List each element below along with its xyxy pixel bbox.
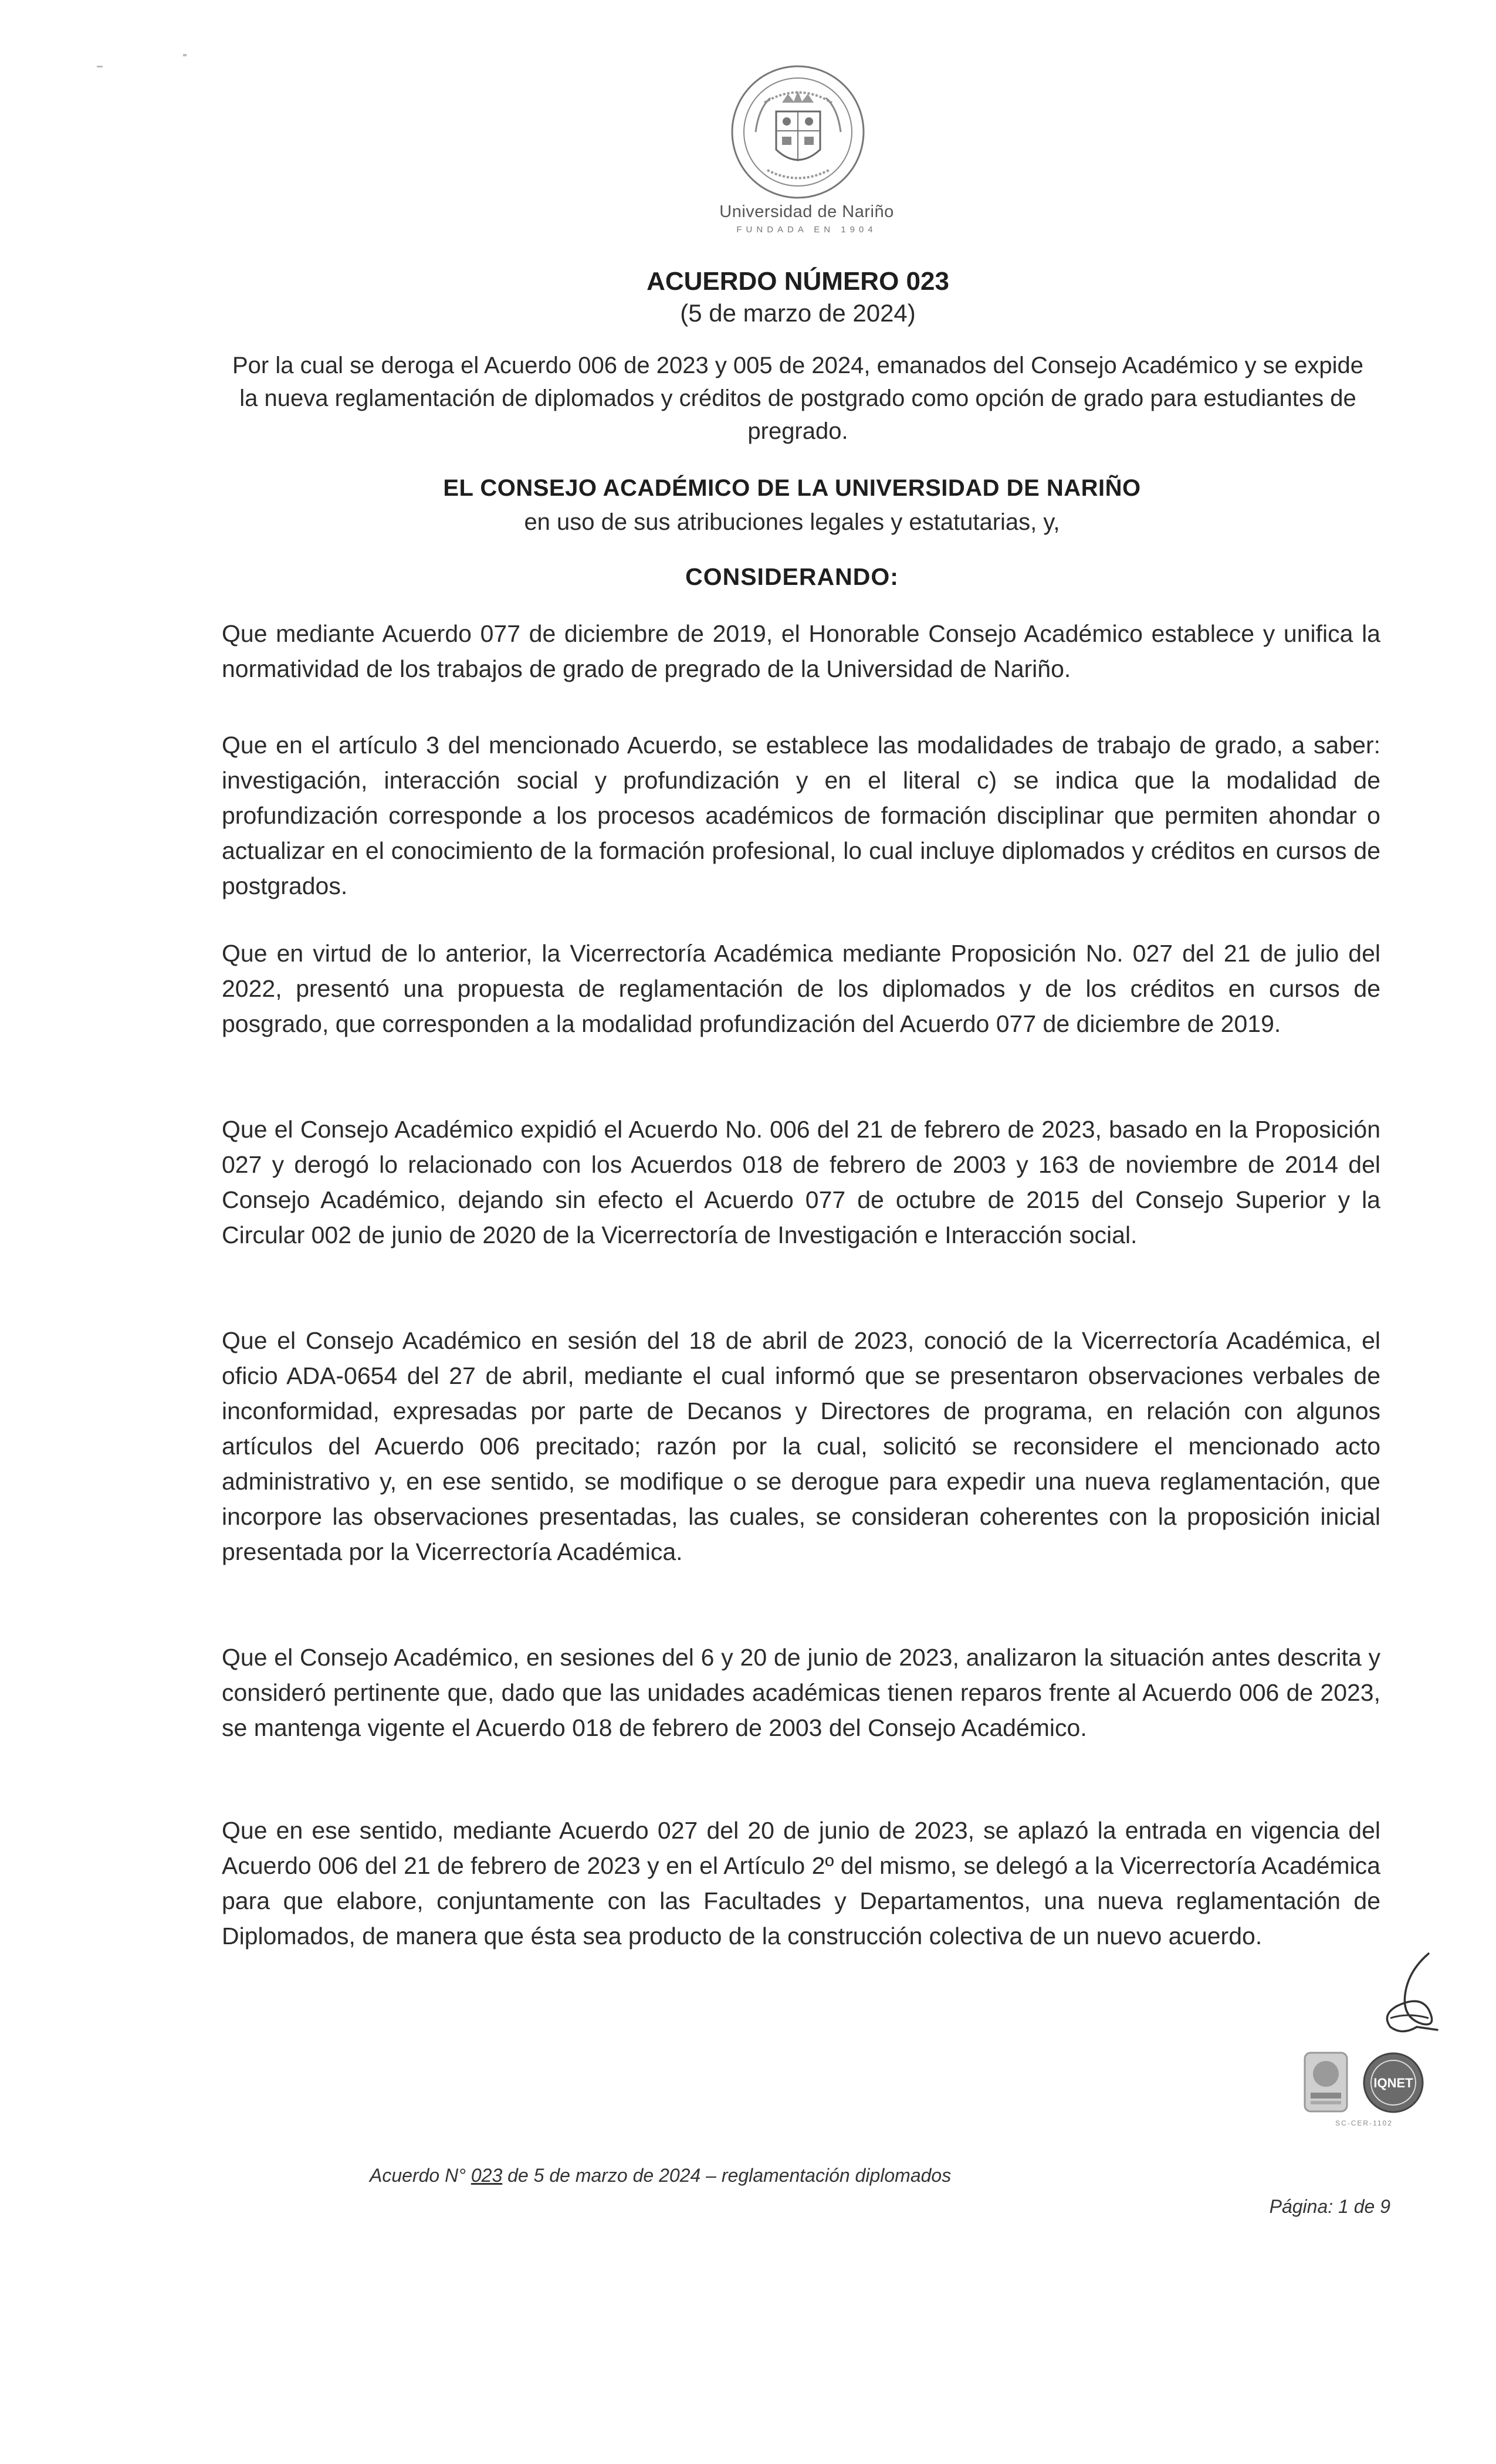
- page-label: Página:: [1269, 2196, 1333, 2217]
- considerando-paragraph: Que mediante Acuerdo 077 de diciembre de 2019, el Honorable Consejo Académico establece y unifica la normatividad de los trabajos de grado de pregrado de la Universidad de Nariño.: [222, 620, 1380, 682]
- considerando-paragraph: Que el Consejo Académico en sesión del 18 de abril de 2023, conoció de la Vicerrectoría Académica, el oficio ADA-0654 del 27 de abril, mediante el cual informó que se presentaron observaciones verbales de inconformidad, expresadas por parte de Decanos y Directores de programa, en relación con algunos artículos del Acuerdo 006 precitado; razón por la cual, solicitó se reconsidere el mencionado acto administrativo y, en ese sentido, se modifique o se derogue para expedir una nueva reglamentación, que incorpore las observaciones presentadas, las cuales, se consideran coherentes con la proposición inicial presentada por la Vicerrectoría Académica.: [222, 1327, 1380, 1565]
- university-seal-logo: [723, 62, 873, 205]
- handwritten-initials: [1373, 1948, 1449, 2042]
- scan-speck: [97, 66, 103, 67]
- page-indicator: [1203, 2196, 1390, 2218]
- considerando-paragraph: Que en virtud de lo anterior, la Vicerrectoría Académica mediante Proposición No. 027 del 21 de julio del 2022, presentó una propuesta de reglamentación de los diplomados y de los créditos en cursos de posgrado, que corresponden a la modalidad profundización del Acuerdo 077 de diciembre de 2019.: [222, 940, 1380, 1037]
- certification-mark-icon: [1302, 2050, 1349, 2115]
- considerando-paragraph: Que en el artículo 3 del mencionado Acuerdo, se establece las modalidades de trabajo de grado, a saber: investigación, interacción social y profundización y en el literal c) se indica que la modalidad de profundización corresponde a los procesos académicos de formación disciplinar que permiten ahondar o actualizar en el conocimiento de la formación profesional, lo cual incluye diplomados y créditos en cursos de postgrados.: [222, 732, 1380, 899]
- council-name: EL CONSEJO ACADÉMICO DE LA UNIVERSIDAD DE NARIÑO: [443, 475, 1141, 501]
- footer-reference: [370, 2165, 1132, 2187]
- considerando-paragraph: Que en ese sentido, mediante Acuerdo 027 del 20 de junio de 2023, se aplazó la entrada en vigencia del Acuerdo 006 del 21 de febrero de 2023 y en el Artículo 2º del mismo, se delegó a la Vicerrectoría Académica para que elabore, conjuntamente con las Facultades y Departamentos, una nueva reglamentación de Diplomados, de manera que ésta sea producto de la construcción colectiva de un nuevo acuerdo.: [222, 1817, 1380, 1949]
- footer-prefix: Acuerdo N°: [370, 2165, 466, 2186]
- institution-name: Universidad de Nariño: [719, 202, 894, 221]
- council-attributions: en uso de sus atribuciones legales y estatutarias, y,: [524, 509, 1060, 535]
- footer-suffix: de 5 de marzo de 2024 – reglamentación diplomados: [507, 2165, 952, 2186]
- document-subject: Por la cual se deroga el Acuerdo 006 de 2023 y 005 de 2024, emanados del Consejo Académico y se expide la nueva reglamentación de diplomados y créditos de postgrado como opción de grado para estudiantes de pregrado.: [232, 353, 1363, 444]
- founded-caption: FUNDADA EN 1904: [736, 225, 877, 235]
- considerando-heading: CONSIDERANDO:: [685, 563, 899, 590]
- svg-text:IQNET: IQNET: [1373, 2076, 1413, 2090]
- considerando-paragraph: Que el Consejo Académico expidió el Acuerdo No. 006 del 21 de febrero de 2023, basado en la Proposición 027 y derogó lo relacionado con los Acuerdos 018 de febrero de 2003 y 163 de noviembre de 2014 del Consejo Académico, dejando sin efecto el Acuerdo 077 de octubre de 2015 del Consejo Superior y la Circular 002 de junio de 2020 de la Vicerrectoría de Investigación e Interacción social.: [222, 1116, 1380, 1248]
- document-date: (5 de marzo de 2024): [680, 299, 916, 327]
- iqnet-certification-icon: [1360, 2050, 1427, 2115]
- document-title: ACUERDO NÚMERO 023: [647, 267, 949, 296]
- scan-speck: [183, 54, 187, 56]
- page-number: 1 de 9: [1338, 2196, 1390, 2217]
- certification-code: SC-CER-1102: [1335, 2119, 1393, 2127]
- footer-number: 023: [471, 2165, 503, 2186]
- considerando-paragraph: Que el Consejo Académico, en sesiones del 6 y 20 de junio de 2023, analizaron la situación antes descrita y consideró pertinente que, dado que las unidades académicas tienen reparos frente al Acuerdo 006 de 2023, se mantenga vigente el Acuerdo 018 de febrero de 2003 del Consejo Académico.: [222, 1644, 1380, 1741]
